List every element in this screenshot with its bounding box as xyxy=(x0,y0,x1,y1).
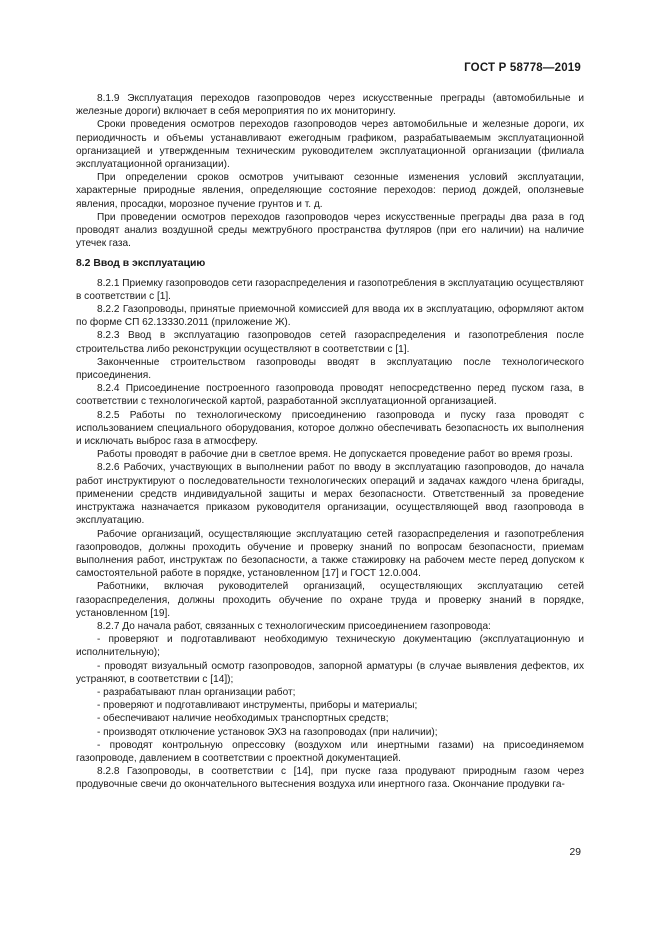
list-item: - проводят контрольную опрессовку (воздухом или инертными газами) на присоединяемом газопроводе, давлением в соответствии с проектной документацией. xyxy=(76,739,584,764)
paragraph: 8.2.8 Газопроводы, в соответствии с [14], при пуске газа продувают природным газом через продувочные свечи до окончательного вытеснения воздуха или инертного газа. Окончание продувки га- xyxy=(76,766,584,791)
paragraph: 8.2.3 Ввод в эксплуатацию газопроводов сетей газораспределения и газопотребления после строительства либо реконструкции осуществляют в соответствии с [1]. xyxy=(76,330,584,355)
paragraphs-before xyxy=(76,92,584,250)
paragraph: Законченные строительством газопроводы вводят в эксплуатацию после технологического присоединения. xyxy=(76,356,584,382)
page-number: 29 xyxy=(569,847,581,858)
paragraph: 8.1.9 Эксплуатация переходов газопроводов через искусственные преграды (автомобильные и железные дороги) включает в себя мероприятия по их мониторингу. xyxy=(76,93,584,118)
paragraph: При определении сроков осмотров учитывают сезонные изменения условий эксплуатации, характерные природные явления, определяющие состояние переходов: период дождей, оползневые явления, просадки, морозное пучение грунтов и т. д. xyxy=(76,172,584,210)
paragraph: Сроки проведения осмотров переходов газопроводов через автомобильные и железные дороги, их периодичность и объемы устанавливают ежегодным графиком, разрабатываемым эксплуатационной организацией и утвержденным техническим руководителем эксплуатационной организации (филиала эксплуатационной организации). xyxy=(76,119,584,171)
paragraph: Работники, включая руководителей организаций, осуществляющих эксплуатацию сетей газораспределения, должны проходить обучение по охране труда и проверку знаний в порядке, установленном [19]. xyxy=(76,581,584,619)
paragraph: 8.2.1 Приемку газопроводов сети газораспределения и газопотребления в эксплуатацию осуществляют в соответствии с [1]. xyxy=(76,277,584,302)
section-heading: 8.2 Ввод в эксплуатацию xyxy=(76,258,206,270)
paragraph: 8.2.6 Рабочих, участвующих в выполнении работ по вводу в эксплуатацию газопроводов, до начала работ инструктируют о последовательности технологических операций и задачах каждого члена бригады, применении средств индивидуальной защиты и мерах безопасности. Ответственный за проведение инструктажа назначается приказом руководителя организации, осуществляющей ввод газопровода в эксплуатацию. xyxy=(76,462,584,527)
list-item: - проверяют и подготавливают инструменты, приборы и материалы; xyxy=(97,700,418,712)
paragraph: 8.2.5 Работы по технологическому присоединению газопровода и пуску газа проводят с использованием специального оборудования, которое должно обеспечивать безопасность их выполнения и исключать выброс газа в атмосферу. xyxy=(76,409,584,448)
paragraph: 8.2.7 До начала работ, связанных с технологическим присоединением газопровода: xyxy=(97,620,491,632)
paragraph: Рабочие организаций, осуществляющие эксплуатацию сетей газораспределения и газопотребления газопроводов, должны проходить обучение и проверку знаний по вопросам безопасности, приемам выполнения работ, инструктаж по безопасности, а также стажировку на рабочем месте перед допуском к самостоятельной работе в порядке, установленном [17] и ГОСТ 12.0.004. xyxy=(76,528,584,580)
paragraphs-after xyxy=(76,277,584,792)
list-item: - обеспечивают наличие необходимых транспортных средств; xyxy=(97,713,389,725)
list-item: - разрабатывают план организации работ; xyxy=(97,686,296,698)
paragraph: При проведении осмотров переходов газопроводов через искусственные преграды два раза в год проводят анализ воздушной среды межтрубного пространства футляров (при его наличии) на наличие утечек газа. xyxy=(76,211,584,250)
list-item: - проверяют и подготавливают необходимую техническую документацию (эксплуатационную и исполнительную); xyxy=(76,634,584,659)
paragraph: 8.2.4 Присоединение построенного газопровода проводят непосредственно перед пуском газа, в соответствии с технологической картой, разработанной эксплуатационной организацией. xyxy=(76,383,584,408)
document-code-header: ГОСТ Р 58778—2019 xyxy=(464,62,581,74)
list-item: - проводят визуальный осмотр газопроводов, запорной арматуры (в случае выявления дефектов, их устраняют, в соответствии с [14]); xyxy=(76,660,584,685)
document-body xyxy=(76,92,584,792)
list-item: - производят отключение установок ЭХЗ на газопроводах (при наличии); xyxy=(97,726,438,738)
paragraph: 8.2.2 Газопроводы, принятые приемочной комиссией для ввода их в эксплуатацию, оформляют актом по форме СП 62.13330.2011 (приложение Ж). xyxy=(76,304,584,329)
paragraph: Работы проводят в рабочие дни в светлое время. Не допускается проведение работ во время грозы. xyxy=(97,449,573,461)
